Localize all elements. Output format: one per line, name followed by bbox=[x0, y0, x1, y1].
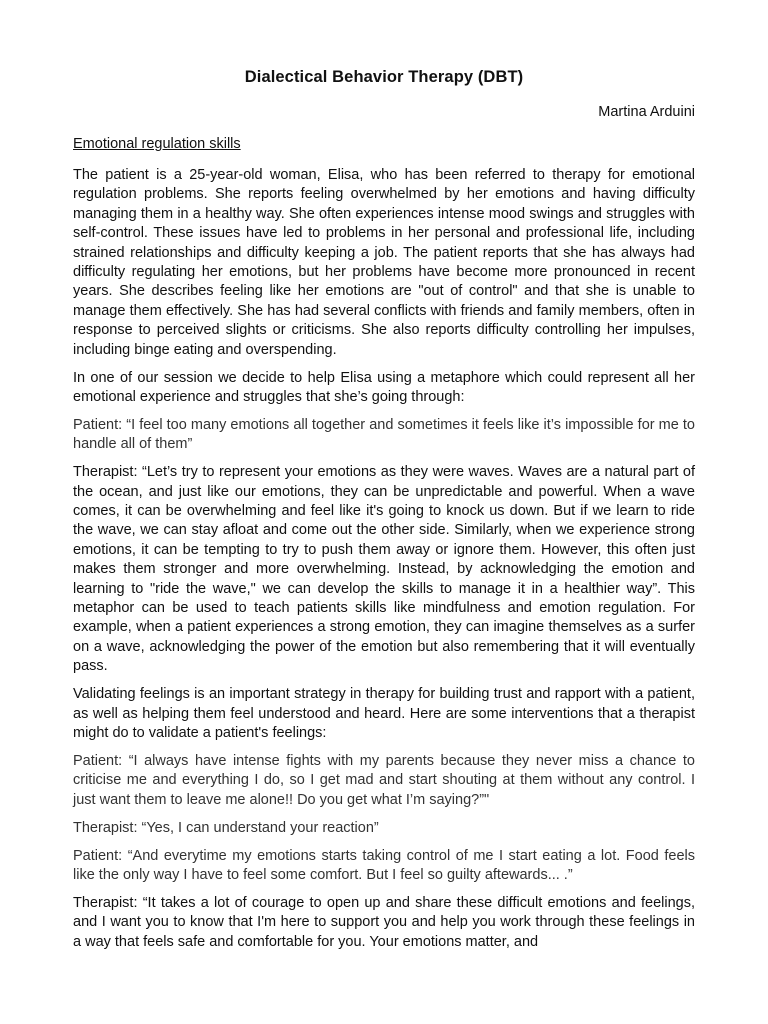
paragraph-patient-quote-1: Patient: “I feel too many emotions all together and sometimes it feels like it’s impossible for me to handle all of them” bbox=[73, 416, 695, 453]
author-name: Martina Arduini bbox=[598, 104, 695, 120]
paragraph-therapist-reply-2: Therapist: “It takes a lot of courage to open up and share these difficult emotions and feelings, and I want you to know that I'm here to support you and help you work through these feelings in a way that feels safe and comfortable for you. Your emotions matter, and bbox=[73, 894, 695, 950]
document-title: Dialectical Behavior Therapy (DBT) bbox=[244, 68, 524, 86]
section-heading: Emotional regulation skills bbox=[73, 136, 241, 152]
paragraph-metaphor-intro: In one of our session we decide to help Elisa using a metaphore which could represent all her emotional experience and struggles that she’s going through: bbox=[73, 369, 695, 405]
paragraph-validating-feelings: Validating feelings is an important strategy in therapy for building trust and rapport with a patient, as well as helping them feel understood and heard. Here are some interventions that a therapist might do to validate a patient's feelings: bbox=[73, 686, 695, 741]
paragraph-case-description: The patient is a 25-year-old woman, Elisa, who has been referred to therapy for emotional regulation problems. She reports feeling overwhelmed by her emotions and having difficulty managing them in a healthy way. She often experiences intense mood swings and struggles with self-control. These issues have led to problems in her personal and professional life, including strained relationships and difficulty keeping a job. The patient reports that she has always had difficulty regulating her emotions, but her problems have become more pronounced in recent years. She describes feeling like her emotions are "out of control" and that she is unable to manage them effectively. She has had several conflicts with friends and family members, often in response to perceived slights or criticisms. She also reports difficulty controlling her impulses, including binge eating and overspending. bbox=[73, 167, 695, 358]
paragraph-patient-quote-2: Patient: “I always have intense fights with my parents because they never miss a chance to criticise me and everything I do, so I get mad and start shouting at them without any control. I just want them to leave me alone!! Do you get what I’m saying?”" bbox=[73, 752, 695, 808]
paragraph-patient-quote-3: Patient: “And everytime my emotions starts taking control of me I start eating a lot. Food feels like the only way I have to feel some comfort. But I feel so guilty aftewards... .” bbox=[73, 847, 695, 883]
paragraph-therapist-reply-1: Therapist: “Yes, I can understand your reaction” bbox=[73, 819, 379, 836]
document-page bbox=[73, 68, 695, 961]
paragraph-therapist-waves: Therapist: “Let’s try to represent your emotions as they were waves. Waves are a natural part of the ocean, and just like our emotions, they can be unpredictable and powerful. When a wave comes, it can be overwhelming and feel like it's going to knock us down. But if we learn to ride the wave, we can stay afloat and come out the other side. Similarly, when we experience strong emotions, it can be tempting to try to push them away or ignore them. However, this often just makes them stronger and more overwhelming. Instead, by acknowledging the emotion and learning to "ride the wave," we can develop the skills to manage it in a healthier way”. This metaphor can be used to teach patients skills like mindfulness and emotion regulation. For example, when a patient experiences a strong emotion, they can imagine themselves as a surfer on a wave, acknowledging the power of the emotion but also remembering that it will eventually pass. bbox=[73, 464, 695, 675]
